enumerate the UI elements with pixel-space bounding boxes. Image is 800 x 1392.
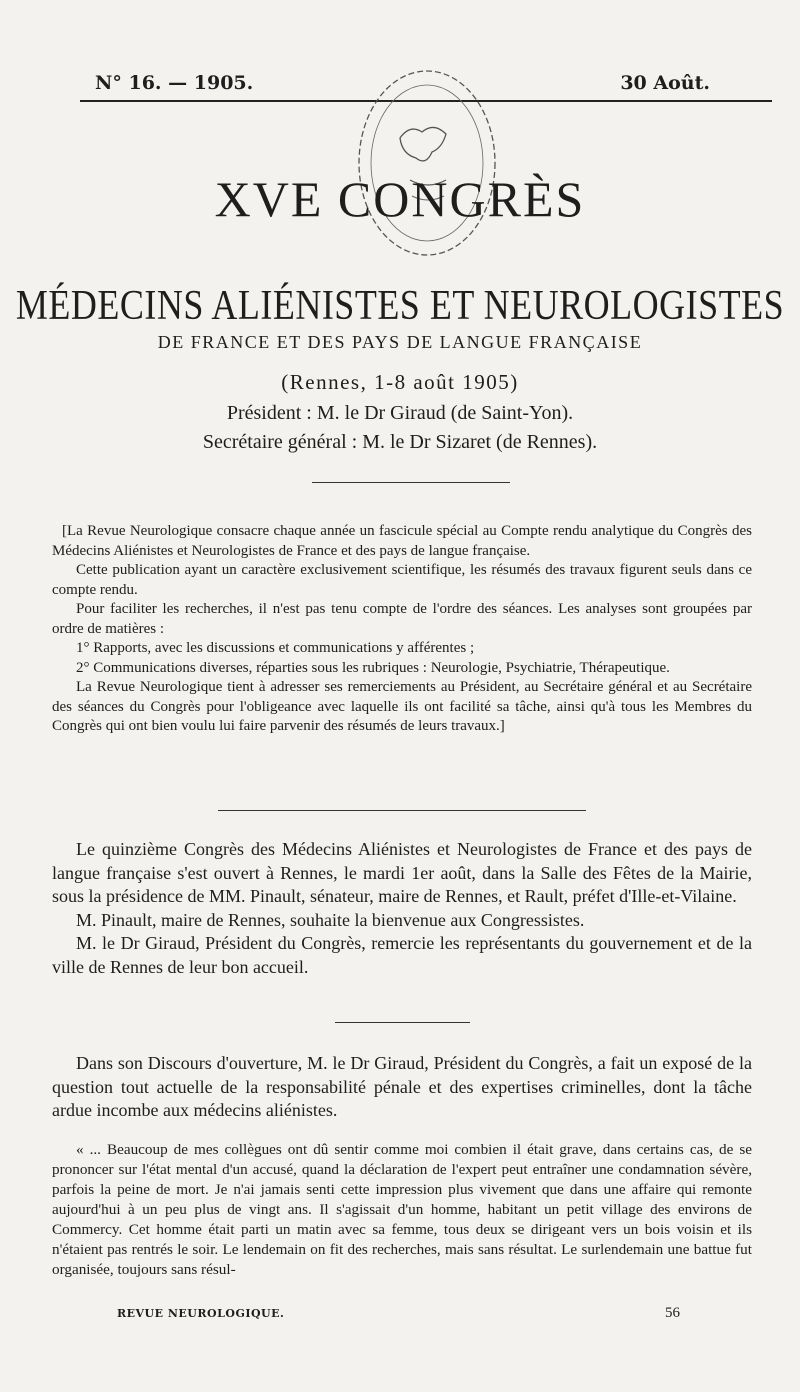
intro-paragraph: Cette publication ayant un caractère exclusivement scientifique, les résumés des travaux figurent seuls dans ce compte rendu. [52, 562, 752, 598]
congress-subtitle-2: DE FRANCE ET DES PAYS DE LANGUE FRANÇAISE [157, 332, 643, 352]
congress-title: XVE CONGRÈS [214, 171, 586, 227]
issue-number: N° 16. — 1905. [95, 72, 254, 94]
opening-section [52, 838, 752, 979]
quote-paragraph: « ... Beaucoup de mes collègues ont dû sentir comme moi combien il était grave, dans certains cas, de se prononcer sur l'état mental d'un accusé, quand la déclaration de l'expert peut entraîner une condamnation sévère, parfois la peine de mort. Je n'ai jamais senti cette impression plus vivement que dans une affaire qui remonte aujourd'hui à un peu plus de vingt ans. Il s'agissait d'un homme, habitant un petit village des environs de Commercy. Cet homme était parti un matin avec sa femme, tous deux se dirigeant vers un bois voisin et ils n'étaient pas rentrés le soir. Le lendemain on fit des recherches, mais sans résultat. Le surlendemain une battue fut organisée, toujours sans résul- [52, 1141, 752, 1278]
editorial-note [52, 522, 752, 737]
library-stamp [352, 68, 502, 264]
opening-paragraph: Le quinzième Congrès des Médecins Aliénistes et Neurologistes de France et des pays de langue française s'est ouvert à Rennes, le mardi 1er août, dans la Salle des Fêtes de la Mairie, sous la présidence de MM. Pinault, sénateur, maire de Rennes, et Rault, préfet d'Ille-et-Vilaine. [52, 839, 752, 906]
intro-paragraph: Pour faciliter les recherches, il n'est pas tenu compte de l'ordre des séances. Les analyses sont groupées par ordre de matières : [52, 601, 752, 637]
discours-section [52, 1052, 752, 1123]
secretary-line: Secrétaire général : M. le Dr Sizaret (de Rennes). [202, 431, 598, 453]
opening-paragraph: M. Pinault, maire de Rennes, souhaite la bienvenue aux Congressistes. [76, 909, 585, 930]
intro-paragraph: [La Revue Neurologique consacre chaque année un fascicule spécial au Compte rendu analytique du Congrès des Médecins Aliénistes et Neurologistes de France et des pays de langue française. [52, 523, 752, 559]
discours-paragraph: Dans son Discours d'ouverture, M. le Dr Giraud, Président du Congrès, a fait un exposé de la question tout actuelle de la responsabilité pénale et des expertises criminelles, dont la tâche ardue incombe aux médecins aliénistes. [52, 1053, 752, 1120]
intro-paragraph: La Revue Neurologique tient à adresser ses remerciements au Président, au Secrétaire général et au Secrétaire des séances du Congrès pour l'obligeance avec laquelle ils ont facilité sa tâche, ainsi qu'à tous les Membres du Congrès qui ont bien voulu lui faire parvenir des résumés de leurs travaux.] [52, 679, 752, 734]
page-number: 56 [665, 1305, 680, 1321]
footer-journal: REVUE NEUROLOGIQUE. [117, 1307, 285, 1320]
issue-date: 30 Août. [620, 72, 710, 94]
intro-list-item: 1° Rapports, avec les discussions et communications y afférentes ; [76, 640, 475, 656]
section-rule [218, 810, 586, 811]
congress-dates: (Rennes, 1-8 août 1905) [281, 370, 519, 394]
section-rule [335, 1022, 470, 1023]
quote-section [52, 1140, 752, 1280]
congress-subtitle: MÉDECINS ALIÉNISTES ET NEUROLOGISTES [15, 281, 785, 329]
opening-paragraph: M. le Dr Giraud, Président du Congrès, remercie les représentants du gouvernement et de la ville de Rennes de leur bon accueil. [52, 933, 752, 977]
title-rule [312, 482, 510, 483]
intro-list-item: 2° Communications diverses, réparties sous les rubriques : Neurologie, Psychiatrie, Thérapeutique. [76, 659, 670, 676]
president-line: Président : M. le Dr Giraud (de Saint-Yon). [226, 402, 574, 424]
